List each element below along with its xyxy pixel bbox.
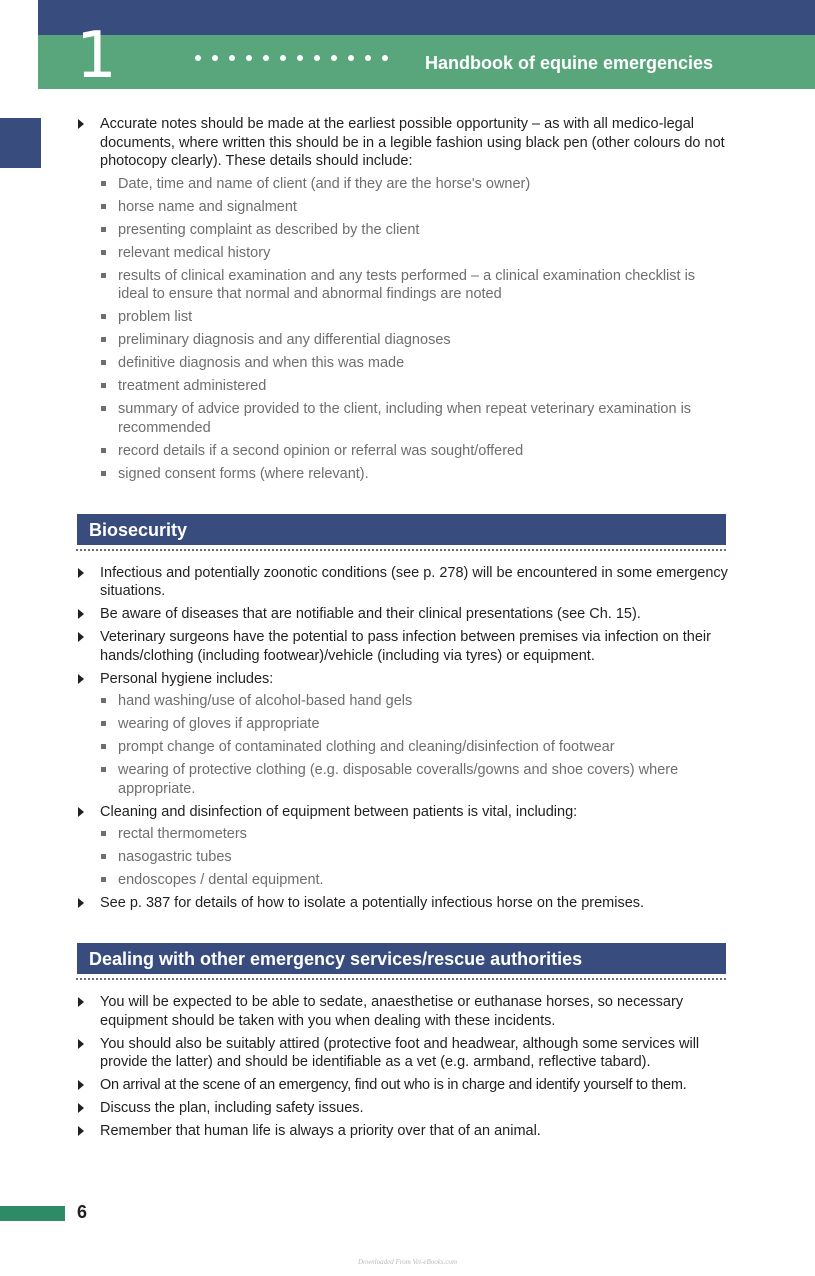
sub-list-item: hand washing/use of alcohol-based hand gels — [100, 692, 728, 711]
footer-bar — [0, 1206, 65, 1221]
triangle-bullet-icon — [78, 997, 84, 1007]
sub-list-item: presenting complaint as described by the client — [100, 221, 728, 240]
triangle-bullet-icon — [78, 568, 84, 578]
square-bullet-icon — [101, 448, 106, 453]
section-heading-emergency-services: Dealing with other emergency services/rescue authorities — [77, 943, 726, 974]
dotted-divider — [76, 978, 726, 980]
hygiene-list — [100, 692, 728, 798]
sub-list-item: summary of advice provided to the client, including when repeat veterinary examination is recommended — [100, 400, 728, 437]
sub-list-item: endoscopes / dental equipment. — [100, 871, 728, 890]
square-bullet-icon — [101, 831, 106, 836]
list-item: Discuss the plan, including safety issues. — [76, 1099, 728, 1118]
square-bullet-icon — [101, 698, 106, 703]
triangle-bullet-icon — [78, 1080, 84, 1090]
list-item: On arrival at the scene of an emergency, find out who is in charge and identify yourself to them. — [76, 1076, 728, 1095]
square-bullet-icon — [101, 383, 106, 388]
sub-list-item: relevant medical history — [100, 244, 728, 263]
sub-list-item: preliminary diagnosis and any differential diagnoses — [100, 331, 728, 350]
square-bullet-icon — [101, 250, 106, 255]
list-item: Personal hygiene includes: hand washing/use of alcohol-based hand gels wearing of gloves if appropriate prompt change of contaminated clothing and cleaning/disinfection of footwear wearing of protective clothing (e.g. disposable coveralls/gowns and shoe covers) where appropriate. — [76, 670, 728, 799]
sub-list-item: wearing of protective clothing (e.g. disposable coveralls/gowns and shoe covers) where appropriate. — [100, 761, 728, 798]
emergency-services-list — [76, 993, 728, 1141]
list-item: Be aware of diseases that are notifiable and their clinical presentations (see Ch. 15). — [76, 605, 728, 624]
list-item: You should also be suitably attired (protective foot and headwear, although some services will provide the latter) and should be identifiable as a vet (e.g. armband, reflective tabard). — [76, 1035, 728, 1072]
square-bullet-icon — [101, 337, 106, 342]
list-item: Veterinary surgeons have the potential to pass infection between premises via infection on their hands/clothing (including footwear)/vehicle (including via tyres) or equipment. — [76, 628, 728, 665]
square-bullet-icon — [101, 721, 106, 726]
square-bullet-icon — [101, 204, 106, 209]
triangle-bullet-icon — [78, 674, 84, 684]
square-bullet-icon — [101, 744, 106, 749]
page-number: 6 — [77, 1202, 88, 1222]
sub-list-item: rectal thermometers — [100, 825, 728, 844]
chapter-side-tab — [0, 118, 41, 168]
sub-list-item: problem list — [100, 308, 728, 327]
watermark: Downloaded From Vet-eBooks.com — [357, 1258, 458, 1266]
triangle-bullet-icon — [78, 119, 84, 129]
book-title: Handbook of equine emergencies — [425, 53, 714, 73]
sub-list-item: horse name and signalment — [100, 198, 728, 217]
list-item: You will be expected to be able to sedate, anaesthetise or euthanase horses, so necessary equipment should be taken with you when dealing with these incidents. — [76, 993, 728, 1030]
square-bullet-icon — [101, 314, 106, 319]
triangle-bullet-icon — [78, 1039, 84, 1049]
header-dots — [195, 55, 388, 61]
list-item — [76, 115, 728, 483]
sub-list-item: prompt change of contaminated clothing and cleaning/disinfection of footwear — [100, 738, 728, 757]
list-item: See p. 387 for details of how to isolate a potentially infectious horse on the premises. — [76, 894, 728, 913]
square-bullet-icon — [101, 406, 106, 411]
square-bullet-icon — [101, 767, 106, 772]
sub-list-item: definitive diagnosis and when this was made — [100, 354, 728, 373]
square-bullet-icon — [101, 471, 106, 476]
intro-list — [76, 115, 728, 483]
sub-list-item: Date, time and name of client (and if they are the horse's owner) — [100, 175, 728, 194]
sub-list-item: treatment administered — [100, 377, 728, 396]
list-item: Infectious and potentially zoonotic conditions (see p. 278) will be encountered in some emergency situations. — [76, 564, 728, 601]
square-bullet-icon — [101, 273, 106, 278]
sub-list-item: signed consent forms (where relevant). — [100, 465, 728, 484]
triangle-bullet-icon — [78, 1126, 84, 1136]
square-bullet-icon — [101, 181, 106, 186]
header-top-band — [38, 0, 815, 35]
triangle-bullet-icon — [78, 898, 84, 908]
list-item: Cleaning and disinfection of equipment between patients is vital, including: rectal thermometers nasogastric tubes endoscopes / dental equipment. — [76, 803, 728, 890]
sub-list-item: wearing of gloves if appropriate — [100, 715, 728, 734]
triangle-bullet-icon — [78, 632, 84, 642]
square-bullet-icon — [101, 854, 106, 859]
equipment-list — [100, 825, 728, 890]
sub-list-item: results of clinical examination and any tests performed – a clinical examination checklist is ideal to ensure that normal and abnormal findings are noted — [100, 267, 728, 304]
triangle-bullet-icon — [78, 807, 84, 817]
sub-list-item: nasogastric tubes — [100, 848, 728, 867]
triangle-bullet-icon — [78, 1103, 84, 1113]
biosecurity-list — [76, 564, 728, 913]
triangle-bullet-icon — [78, 609, 84, 619]
sub-list-item: record details if a second opinion or referral was sought/offered — [100, 442, 728, 461]
section-heading-biosecurity: Biosecurity — [77, 514, 726, 545]
square-bullet-icon — [101, 360, 106, 365]
notes-detail-list — [100, 175, 728, 484]
list-item: Remember that human life is always a priority over that of an animal. — [76, 1122, 728, 1141]
square-bullet-icon — [101, 877, 106, 882]
chapter-number: 1 — [76, 19, 117, 93]
dotted-divider — [76, 549, 726, 551]
intro-text: Accurate notes should be made at the earliest possible opportunity – as with all medico-legal documents, where written this should be in a legible fashion using black pen (other colours do not photocopy clearly). These details should include: — [100, 116, 725, 169]
page-content — [76, 115, 728, 1145]
square-bullet-icon — [101, 227, 106, 232]
